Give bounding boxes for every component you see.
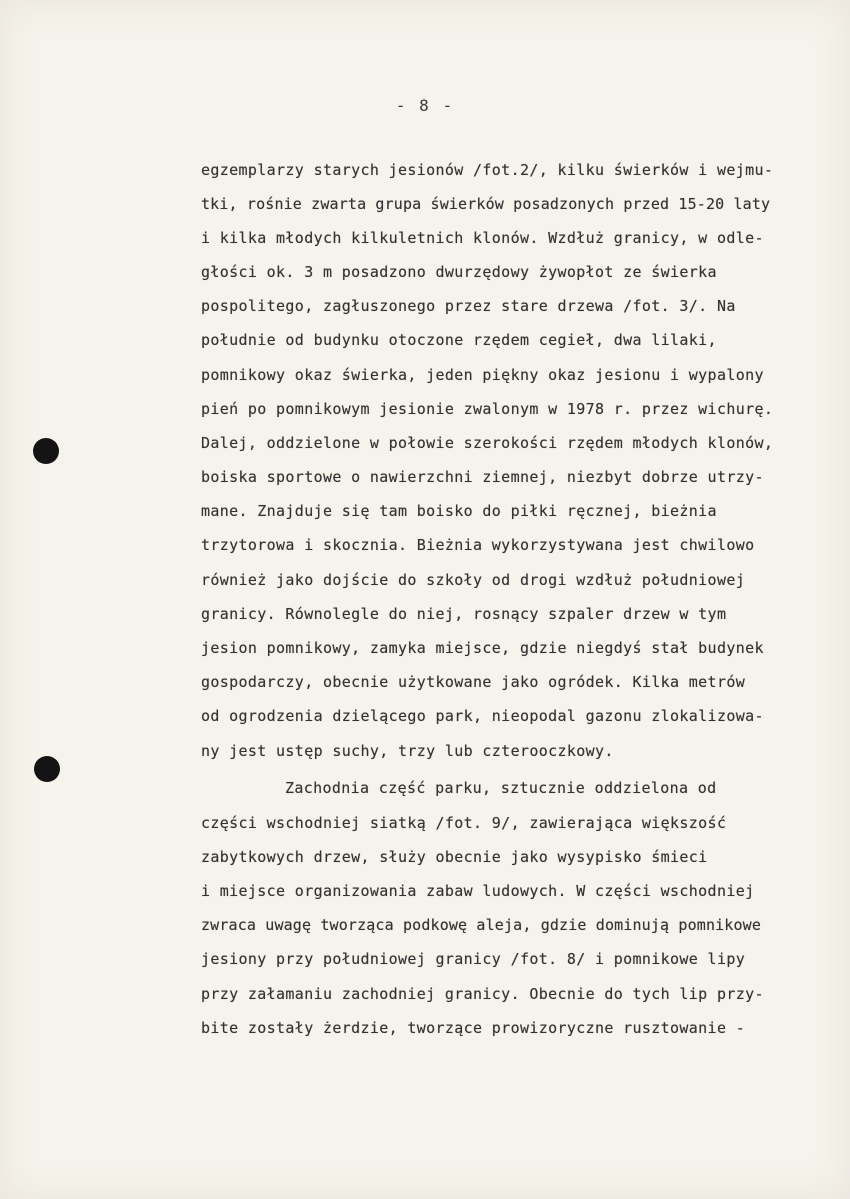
- text-line: pomnikowy okaz świerka, jeden piękny okaz jesionu i wypalony: [201, 366, 764, 384]
- text-line: boiska sportowe o nawierzchni ziemnej, niezbyt dobrze utrzy-: [201, 468, 764, 486]
- text-line: pospolitego, zagłuszonego przez stare drzewa /fot. 3/. Na: [201, 297, 736, 315]
- text-line: tki, rośnie zwarta grupa świerków posadzonych przed 15-20 laty: [201, 195, 771, 213]
- text-line: trzytorowa i skocznia. Bieżnia wykorzystywana jest chwilowo: [201, 536, 755, 554]
- text-line: mane. Znajduje się tam boisko do piłki ręcznej, bieżnia: [201, 502, 717, 520]
- text-line: ny jest ustęp suchy, trzy lub czterooczkowy.: [201, 742, 614, 760]
- text-line: i kilka młodych kilkuletnich klonów. Wzdłuż granicy, w odle-: [201, 229, 764, 247]
- text-line: gospodarczy, obecnie użytkowane jako ogródek. Kilka metrów: [201, 673, 746, 691]
- text-line: Zachodnia część parku, sztucznie oddzielona od: [285, 779, 717, 797]
- text-line: przy załamaniu zachodniej granicy. Obecnie do tych lip przy-: [201, 985, 764, 1003]
- binder-hole: [34, 756, 60, 782]
- page-number: - 8 -: [395, 96, 455, 115]
- binder-hole: [33, 438, 59, 464]
- text-line: egzemplarzy starych jesionów /fot.2/, kilku świerków i wejmu-: [201, 161, 774, 179]
- text-line: zabytkowych drzew, służy obecnie jako wysypisko śmieci: [201, 848, 708, 866]
- text-line: południe od budynku otoczone rzędem cegieł, dwa lilaki,: [201, 331, 717, 349]
- text-line: jesion pomnikowy, zamyka miejsce, gdzie niegdyś stał budynek: [201, 639, 764, 657]
- text-line: Dalej, oddzielone w połowie szerokości rzędem młodych klonów,: [201, 434, 774, 452]
- text-line: głości ok. 3 m posadzono dwurzędowy żywopłot ze świerka: [201, 263, 717, 281]
- text-line: bite zostały żerdzie, tworzące prowizoryczne rusztowanie -: [201, 1019, 746, 1037]
- text-line: również jako dojście do szkoły od drogi wzdłuż południowej: [201, 571, 746, 589]
- text-line: części wschodniej siatką /fot. 9/, zawierająca większość: [201, 814, 727, 832]
- text-line: zwraca uwagę tworząca podkowę aleja, gdzie dominują pomnikowe: [201, 916, 762, 934]
- text-line: jesiony przy południowej granicy /fot. 8/ i pomnikowe lipy: [201, 950, 746, 968]
- text-line: granicy. Równolegle do niej, rosnący szpaler drzew w tym: [201, 605, 727, 623]
- text-line: od ogrodzenia dzielącego park, nieopodal gazonu zlokalizowa-: [201, 707, 764, 725]
- text-line: pień po pomnikowym jesionie zwalonym w 1978 r. przez wichurę.: [201, 400, 774, 418]
- text-line: i miejsce organizowania zabaw ludowych. W części wschodniej: [201, 882, 755, 900]
